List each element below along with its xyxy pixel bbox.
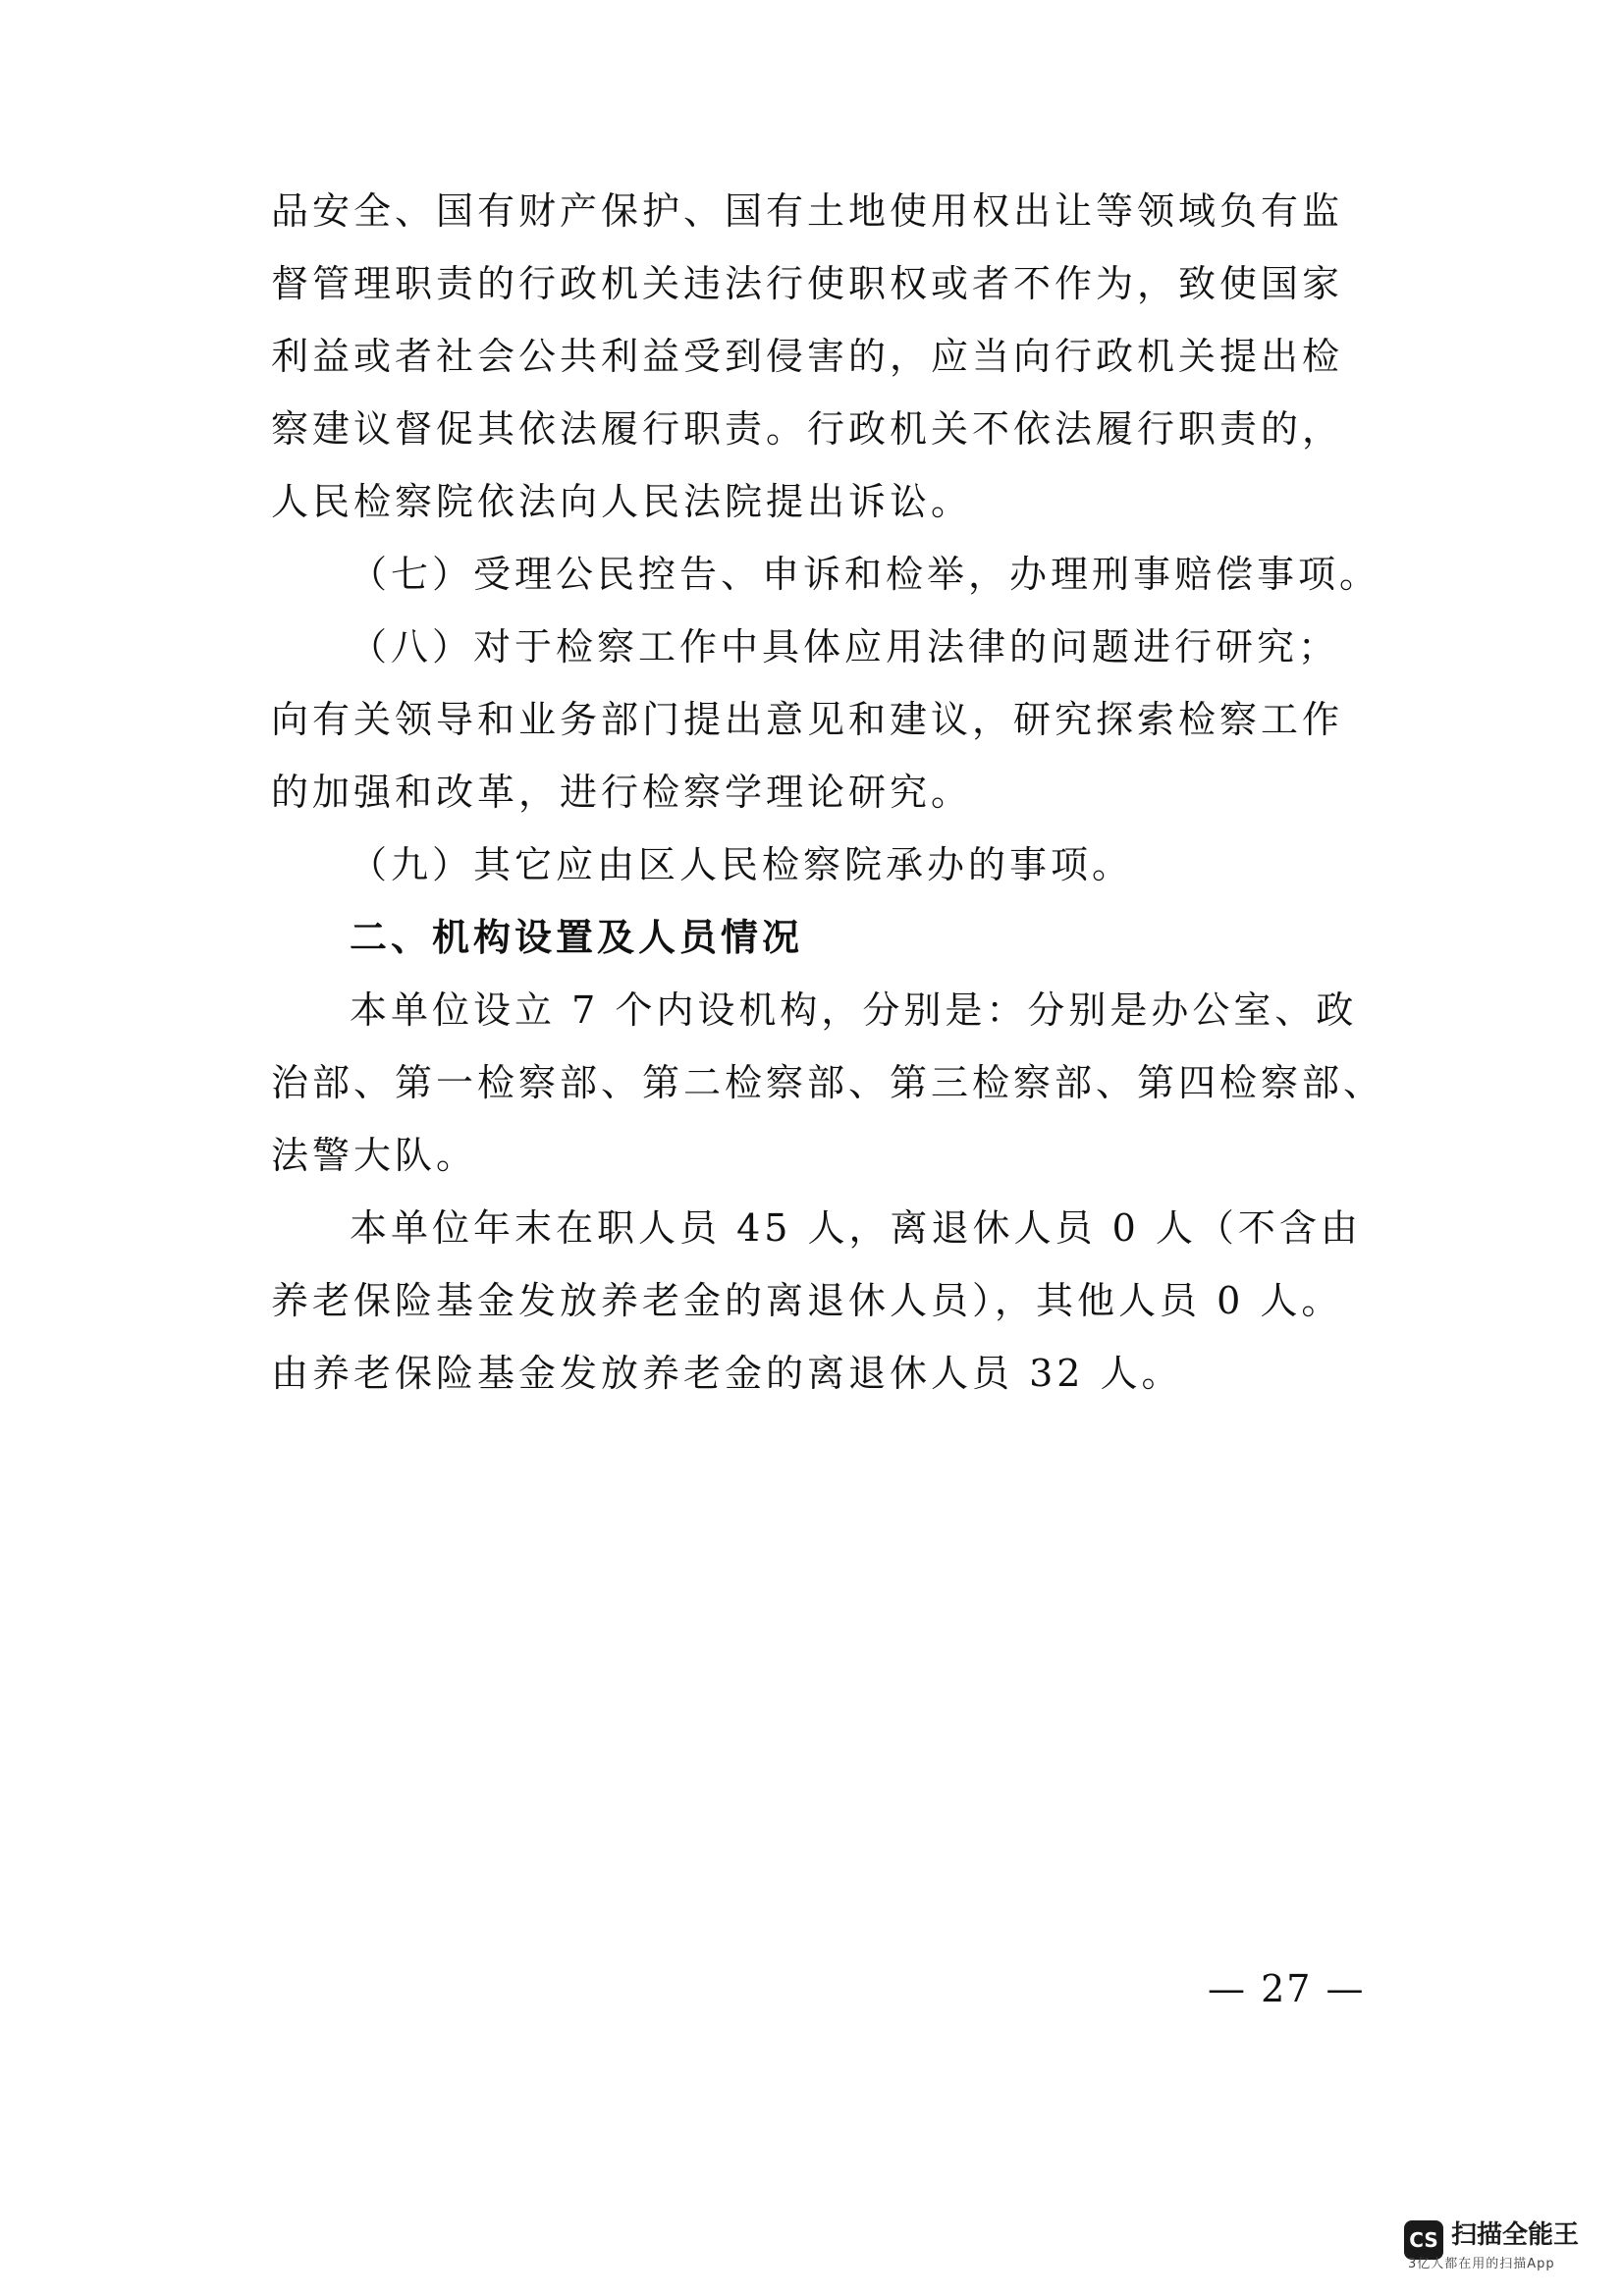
text-line: 察建议督促其依法履行职责。行政机关不依法履行职责的，: [271, 407, 1344, 451]
text-line: 由养老保险基金发放养老金的离退休人员 32 人。: [271, 1352, 1183, 1395]
page-number: — 27 —: [1208, 1967, 1366, 2010]
text-line: 品安全、国有财产保护、国有土地使用权出让等领域负有监: [271, 189, 1344, 233]
text-line: （八）对于检察工作中具体应用法律的问题进行研究；: [350, 625, 1340, 668]
text-line: （九）其它应由区人民检察院承办的事项。: [350, 843, 1134, 886]
text-line: 向有关领导和业务部门提出意见和建议，研究探索检察工作: [271, 698, 1344, 741]
text-line: （七）受理公民控告、申诉和检举，办理刑事赔偿事项。: [350, 553, 1381, 596]
text-line: 养老保险基金发放养老金的离退休人员），其他人员 0 人。: [271, 1279, 1343, 1322]
document-body: [271, 175, 1385, 1410]
camscanner-logo-icon: CS: [1404, 2220, 1443, 2260]
text-line: 督管理职责的行政机关违法行使职权或者不作为，致使国家: [271, 262, 1344, 305]
scanner-watermark: [1404, 2220, 1579, 2273]
text-line: 治部、第一检察部、第二检察部、第三检察部、第四检察部、: [271, 1061, 1385, 1104]
watermark-title: 扫描全能王: [1451, 2220, 1580, 2250]
text-line: 人民检察院依法向人民法院提出诉讼。: [271, 480, 973, 523]
section-heading: 二、机构设置及人员情况: [350, 916, 804, 959]
watermark-subtitle: 3亿人都在用的扫描App: [1408, 2257, 1555, 2271]
text-line: 本单位年末在职人员 45 人，离退休人员 0 人（不含由: [350, 1206, 1362, 1250]
text-line: 法警大队。: [271, 1134, 478, 1177]
text-line: 的加强和改革，进行检察学理论研究。: [271, 771, 973, 814]
text-line: 利益或者社会公共利益受到侵害的，应当向行政机关提出检: [271, 335, 1344, 378]
text-line: 本单位设立 7 个内设机构，分别是：分别是办公室、政: [350, 988, 1358, 1032]
